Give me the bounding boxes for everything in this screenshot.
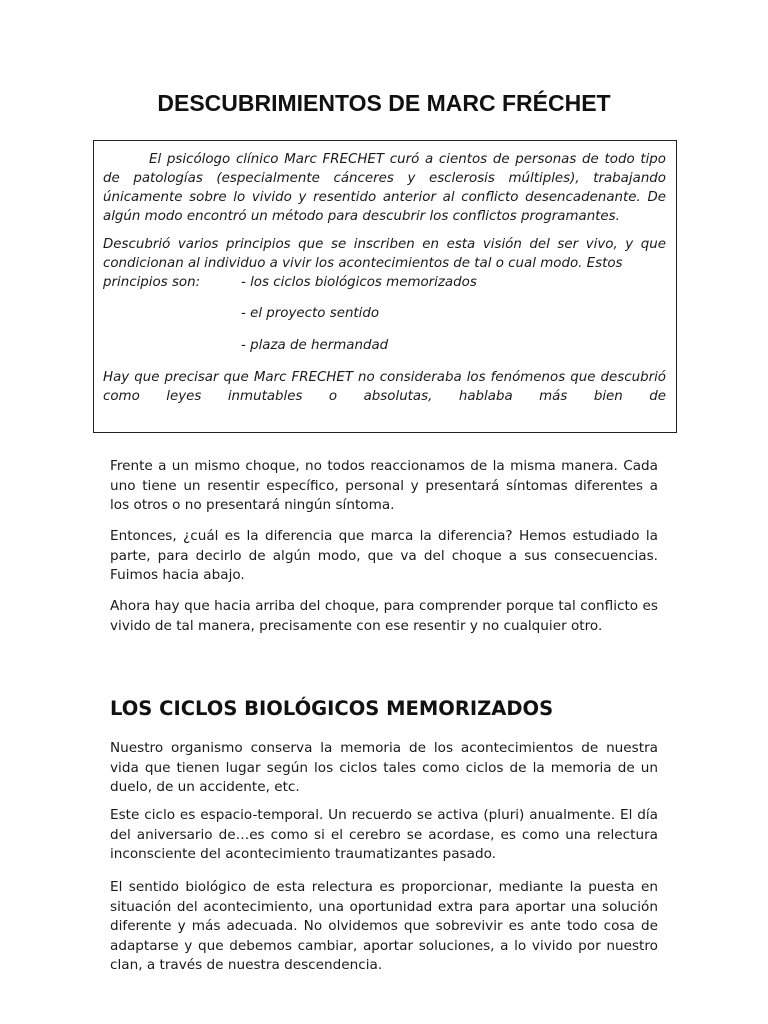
box-paragraph-3: Hay que precisar que Marc FRECHET no consideraba los fenómenos que descubrió como leyes inmutables o absolutas, hablaba más bien de	[103, 370, 666, 404]
section-paragraph-2: Este ciclo es espacio-temporal. Un recuerdo se activa (pluri) anualmente. El día del aniversario de…es como si el cerebro se acordase, es como una relectura inconsciente del acontecimiento traumatizantes pasado.	[110, 807, 658, 862]
body-paragraph-2: Entonces, ¿cuál es la diferencia que marca la diferencia? Hemos estudiado la parte, para decirlo de algún modo, que va del choque a sus consecuencias. Fuimos hacia abajo.	[110, 528, 658, 583]
box-paragraph-2: Descubrió varios principios que se inscriben en esta visión del ser vivo, y que condicionan al individuo a vivir los acontecimientos de tal o cual modo. Estos	[103, 237, 666, 271]
section-heading: LOS CICLOS BIOLÓGICOS MEMORIZADOS	[110, 697, 554, 720]
principle-item-1: - los ciclos biológicos memorizados	[241, 275, 477, 290]
section-paragraph-1: Nuestro organismo conserva la memoria de los acontecimientos de nuestra vida que tienen lugar según los ciclos tales como ciclos de la memoria de un duelo, de un accidente, etc.	[110, 740, 658, 795]
principle-item-2: - el proyecto sentido	[241, 306, 380, 321]
principle-item-3: - plaza de hermandad	[241, 338, 389, 353]
summary-box	[93, 140, 677, 433]
body-paragraph-1: Frente a un mismo choque, no todos reaccionamos de la misma manera. Cada uno tiene un resentir específico, personal y presentará síntomas diferentes a los otros o no presentará ningún síntoma.	[110, 458, 658, 513]
principles-row	[103, 273, 666, 292]
section-paragraph-3: El sentido biológico de esta relectura es proporcionar, mediante la puesta en situación del acontecimiento, una oportunidad extra para aportar una solución diferente y más adecuada. No olvidemos que sobrevivir es ante todo cosa de adaptarse y que debemos cambiar, aportar soluciones, a lo vivido por nuestro clan, a través de nuestra descendencia.	[110, 879, 658, 973]
box-paragraph-1: El psicólogo clínico Marc FRECHET curó a cientos de personas de todo tipo de patologías (especialmente cánceres y esclerosis múltiples), trabajando únicamente sobre lo vivido y resentido anterior al conflicto desencadenante. De algún modo encontró un método para descubrir los conflictos programantes.	[103, 152, 666, 224]
body-paragraph-3: Ahora hay que hacia arriba del choque, para comprender porque tal conflicto es vivido de tal manera, precisamente con ese resentir y no cualquier otro.	[110, 598, 658, 634]
principles-lead: principios son:	[103, 275, 201, 290]
page-title: DESCUBRIMIENTOS DE MARC FRÉCHET	[157, 90, 611, 116]
